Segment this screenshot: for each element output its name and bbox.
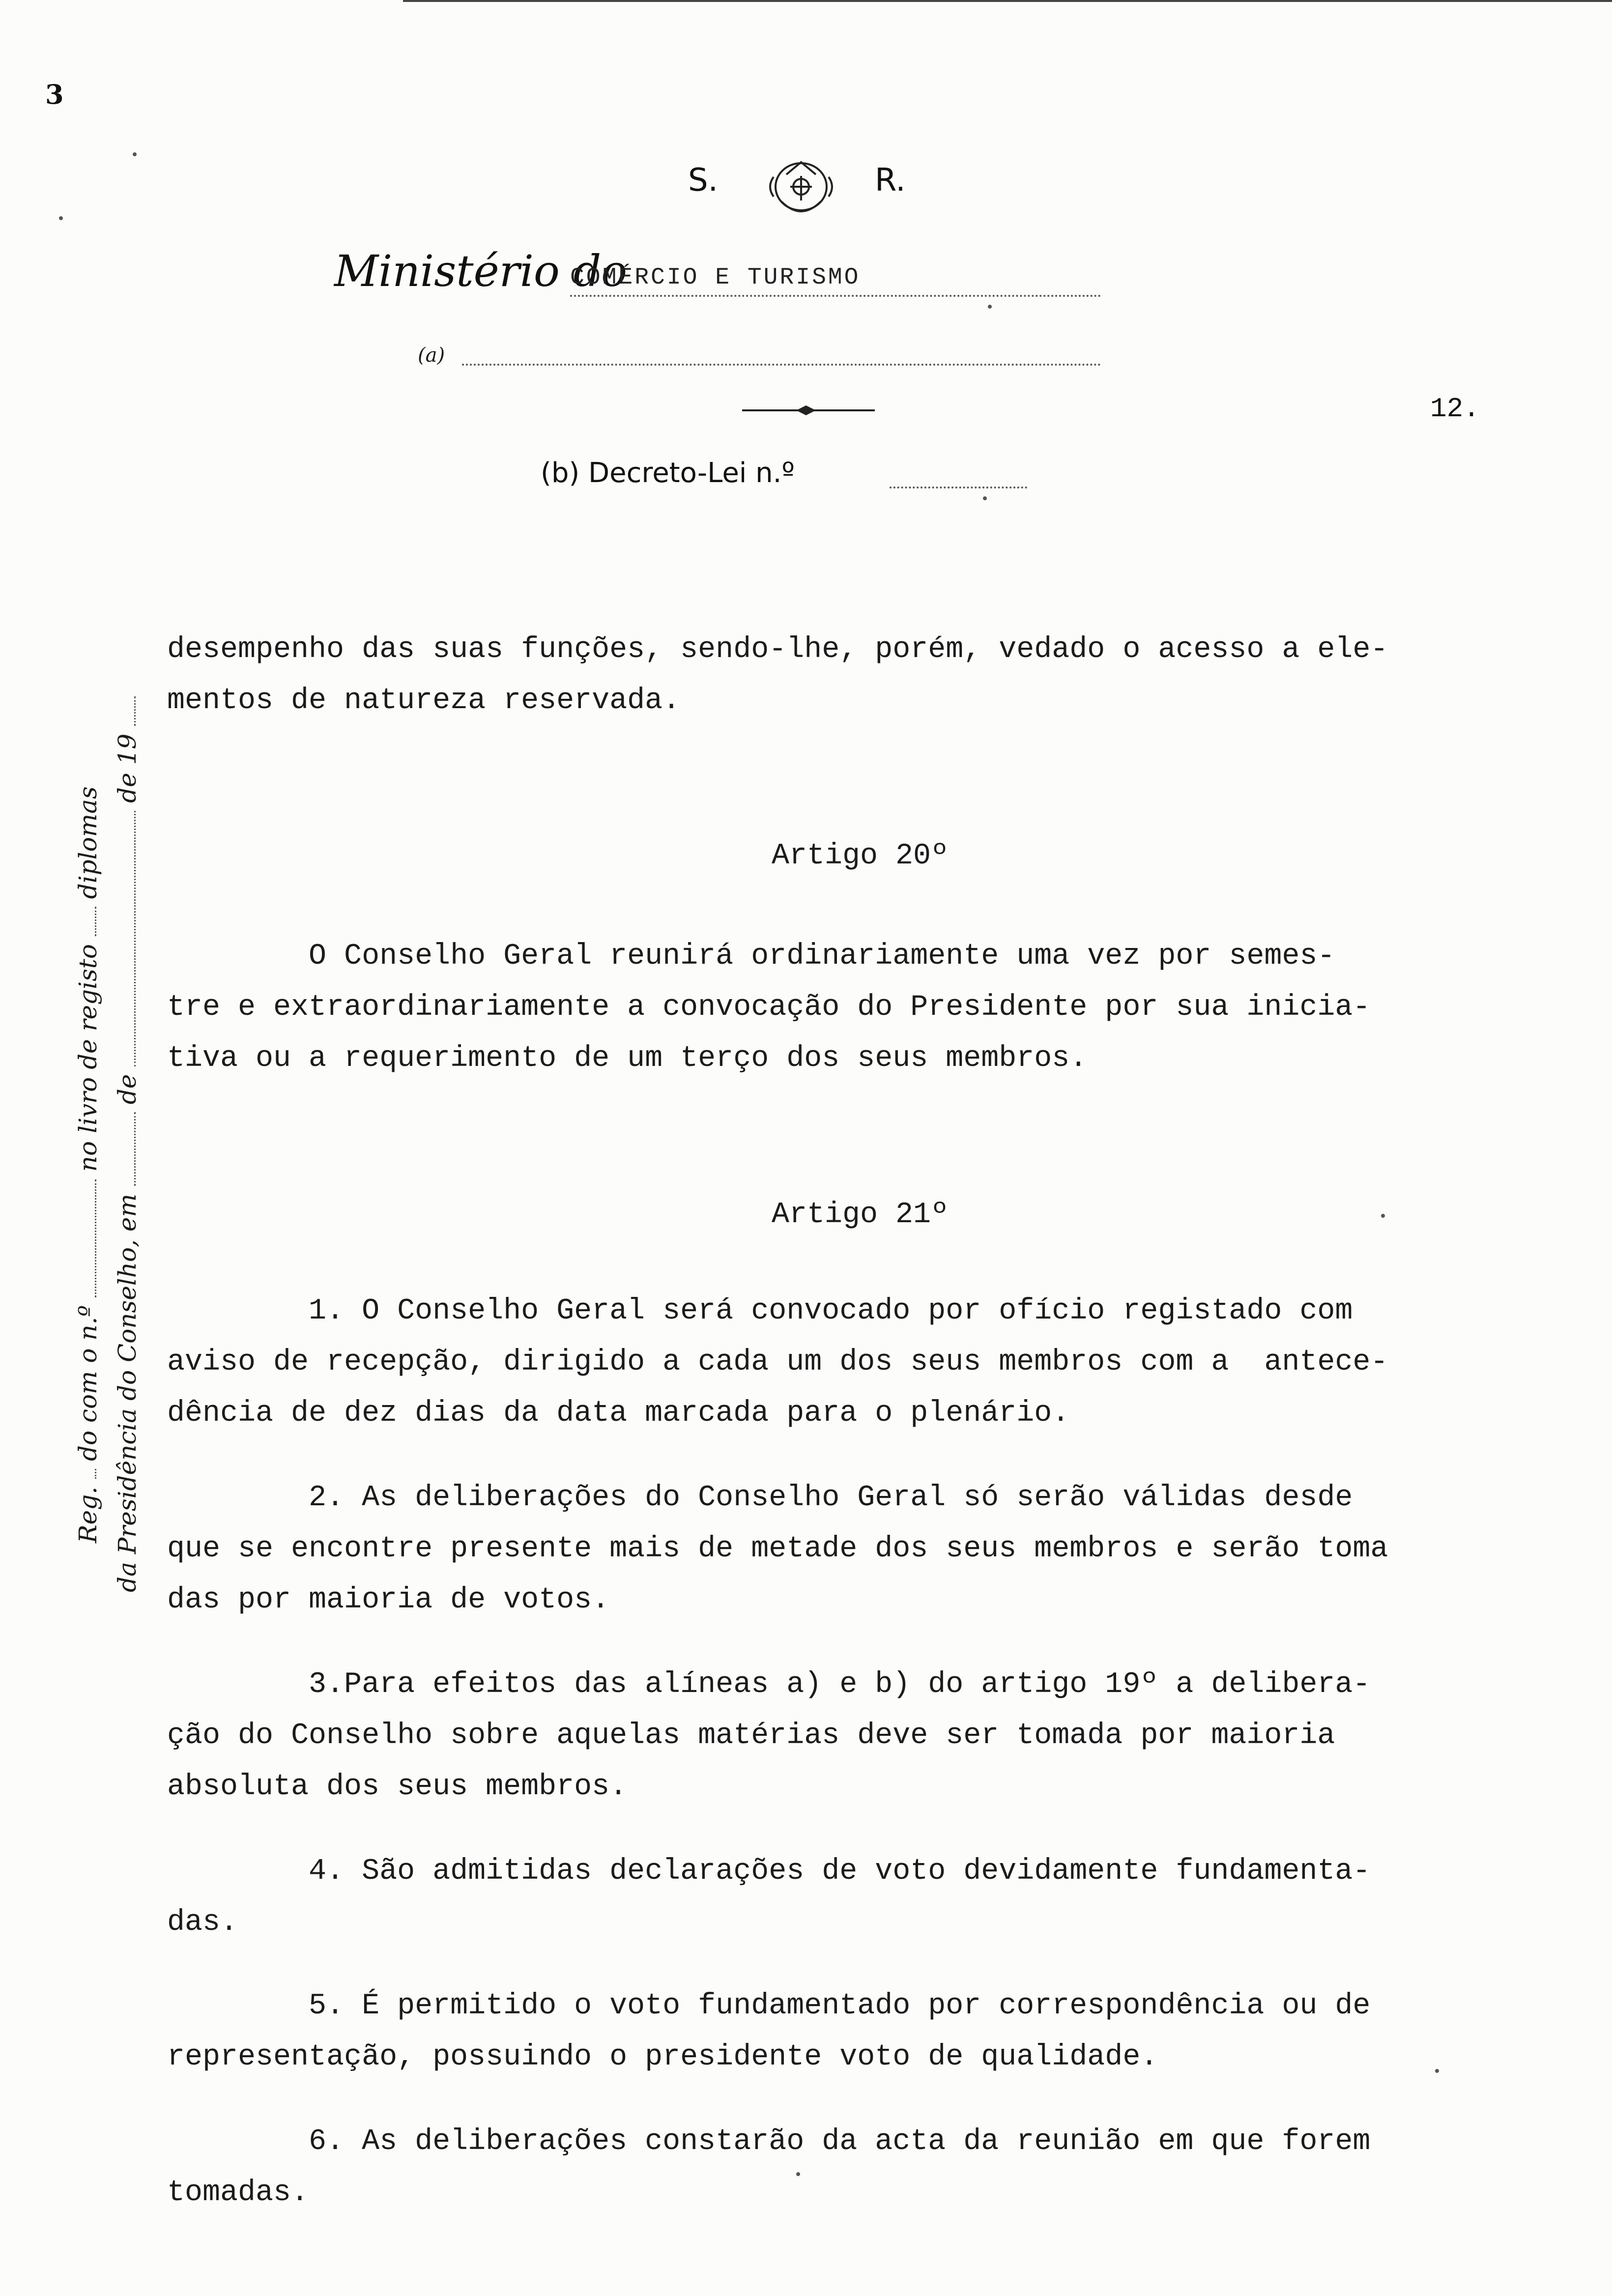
margin-diplomas: diplomas (74, 786, 102, 899)
art21-p5-line-1: 5. É permitido o voto fundamentado por correspondência ou de (167, 1989, 1371, 2023)
art21-p2-line-3: das por maioria de votos. (167, 1583, 610, 1617)
top-border-rule (403, 0, 1612, 2)
page-number: 12. (1430, 393, 1480, 425)
margin-line-2 (113, 708, 144, 1592)
margin-livro-registo: no livro de registo (74, 944, 102, 1172)
art21-p1-line-1: 1. O Conselho Geral será convocado por ofício registado com (167, 1294, 1353, 1328)
subsection-label: (a) (418, 344, 445, 367)
article-21-heading: Artigo 21º (771, 1198, 949, 1232)
art21-p3-line-3: absoluta dos seus membros. (167, 1770, 628, 1804)
art20-line-2: tre e extraordinariamente a convocação do Presidente por sua inicia- (167, 991, 1371, 1024)
scan-speck (988, 305, 992, 309)
art21-p6-line-2: tomadas. (167, 2176, 309, 2210)
article-20-heading: Artigo 20º (771, 839, 949, 873)
corner-mark: 3 (45, 79, 64, 110)
margin-reg: Reg. (74, 1486, 102, 1543)
registry-margin-note (74, 659, 142, 1592)
scan-speck (1435, 2069, 1439, 2073)
divider-ornament-icon (742, 403, 875, 418)
art21-p2-line-2: que se encontre presente mais de metade dos seus membros e serão toma (167, 1532, 1388, 1566)
ministry-dotted-line (570, 295, 1101, 297)
art20-line-1: O Conselho Geral reunirá ordinariamente uma vez por semes- (167, 940, 1335, 973)
coat-of-arms-icon (752, 147, 850, 226)
scan-speck (796, 2172, 800, 2176)
scan-speck (133, 152, 137, 156)
decree-dotted-line (890, 487, 1027, 488)
ministry-label: Ministério do (334, 246, 628, 296)
art21-p4-line-2: das. (167, 1906, 238, 1939)
scan-speck (983, 496, 987, 500)
margin-de-19: de 19 (113, 733, 142, 803)
art21-p1-line-3: dência de dez dias da data marcada para o plenário. (167, 1397, 1070, 1430)
sr-left-letter: S. (688, 162, 718, 199)
intro-line-1: desempenho das suas funções, sendo-lhe, porém, vedado o acesso a ele- (167, 633, 1388, 666)
art21-p3-line-1: 3.Para efeitos das alíneas a) e b) do artigo 19º a delibera- (167, 1668, 1371, 1701)
margin-presidencia: da Presidência do Conselho, em (113, 1194, 142, 1592)
intro-line-2: mentos de natureza reservada. (167, 684, 681, 718)
art20-line-3: tiva ou a requerimento de um terço dos seus membros. (167, 1042, 1088, 1075)
ministry-line (334, 246, 1268, 305)
art21-p2-line-1: 2. As deliberações do Conselho Geral só serão válidas desde (167, 1481, 1353, 1515)
decree-line (541, 457, 1032, 496)
scan-speck (59, 216, 63, 220)
margin-de-1: de (113, 1074, 142, 1105)
subsection-dotted-line (462, 364, 1101, 366)
ministry-name: COMÉRCIO E TURISMO (570, 264, 861, 291)
decree-label: (b) Decreto-Lei n.º (541, 457, 795, 489)
margin-line-1 (74, 659, 105, 1543)
scan-speck (1381, 1214, 1385, 1218)
margin-com-numero: do com o n.º (74, 1305, 102, 1462)
art21-p5-line-2: representação, possuindo o presidente voto de qualidade. (167, 2040, 1158, 2074)
sr-right-letter: R. (875, 162, 906, 199)
art21-p6-line-1: 6. As deliberações constarão da acta da reunião em que forem (167, 2125, 1371, 2158)
subsection-line (418, 344, 1184, 373)
art21-p4-line-1: 4. São admitidas declarações de voto devidamente fundamenta- (167, 1855, 1371, 1888)
art21-p1-line-2: aviso de recepção, dirigido a cada um dos seus membros com a antece- (167, 1346, 1388, 1379)
republic-header (678, 147, 934, 226)
art21-p3-line-2: ção do Conselho sobre aquelas matérias deve ser tomada por maioria (167, 1719, 1335, 1752)
